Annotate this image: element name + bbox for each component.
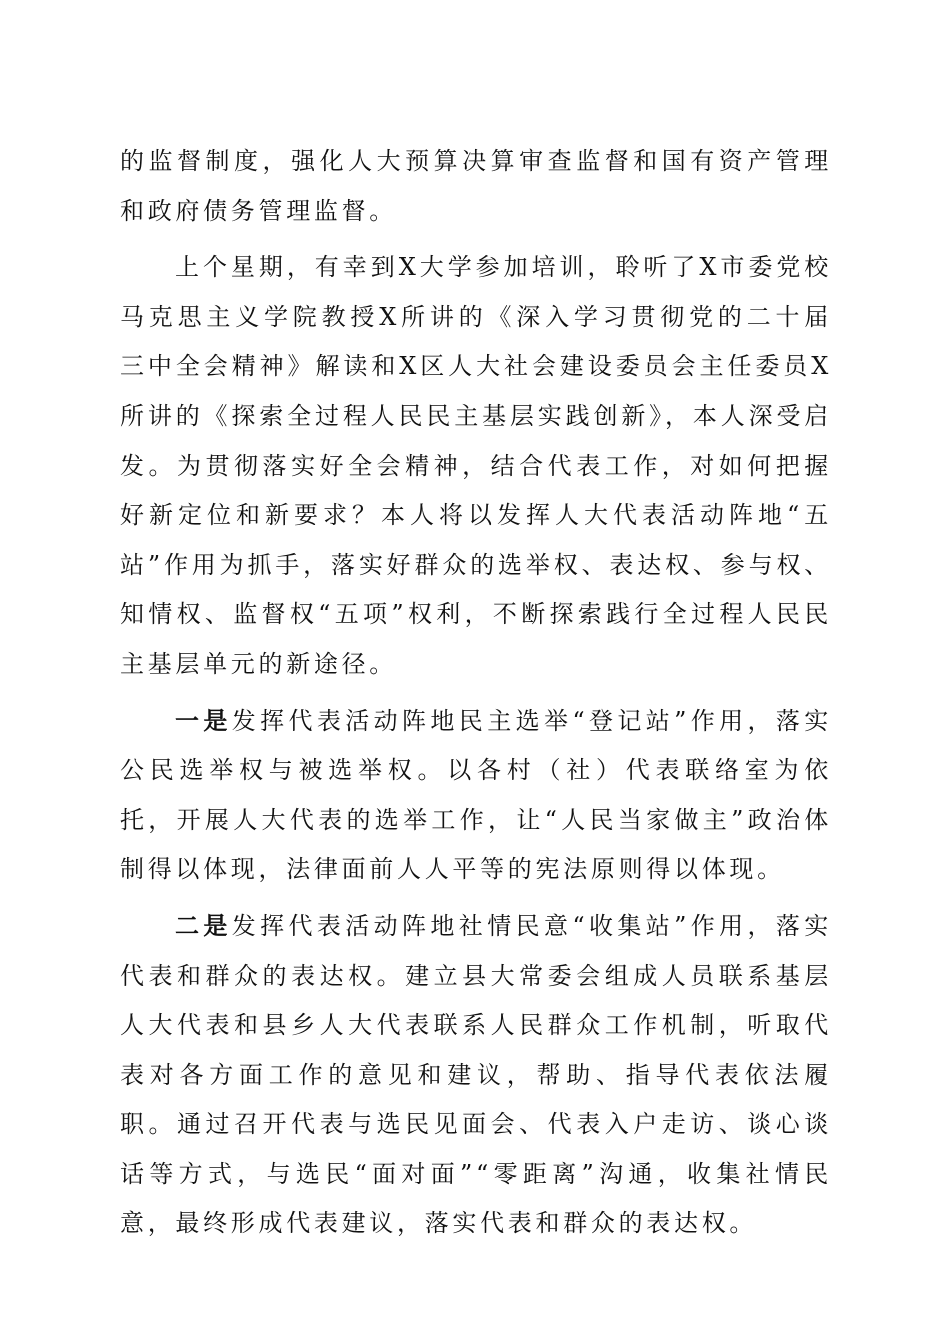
paragraph-point-one (120, 696, 832, 895)
paragraph-text: 发挥代表活动阵地民主选举“登记站”作用，落实公民选举权与被选举权。以各村（社）代表联络室为依托，开展人大代表的选举工作，让“人民当家做主”政治体制得以体现，法律面前人人平等的宪法原则得以体现。 (120, 706, 832, 884)
paragraph-point-two (120, 901, 832, 1249)
paragraph-lead: 一是 (175, 705, 232, 735)
paragraph-text: 发挥代表活动阵地社情民意“收集站”作用，落实代表和群众的表达权。建立县大常委会组成人员联系基层人大代表和县乡人大代表联系人民群众工作机制，听取代表对各方面工作的意见和建议，帮助、指导代表依法履职。通过召开代表与选民见面会、代表入户走访、谈心谈话等方式，与选民“面对面”“零距离”沟通，收集社情民意，最终形成代表建议，落实代表和群众的表达权。 (120, 911, 832, 1238)
paragraph-training (120, 242, 832, 689)
paragraph-text: 上个星期，有幸到X大学参加培训，聆听了X市委党校马克思主义学院教授X所讲的《深入学习贯彻党的二十届三中全会精神》解读和X区人大社会建设委员会主任委员X所讲的《探索全过程人民民主基层实践创新》，本人深受启发。为贯彻落实好全会精神，结合代表工作，对如何把握好新定位和新要求？本人将以发挥人大代表活动阵地“五站”作用为抓手，落实好群众的选举权、表达权、参与权、知情权、监督权“五项”权利，不断探索践行全过程人民民主基层单元的新途径。 (120, 253, 832, 678)
paragraph-lead: 二是 (175, 910, 232, 940)
document-body (120, 136, 832, 1249)
paragraph-text: 的监督制度，强化人大预算决算审查监督和国有资产管理和政府债务管理监督。 (120, 147, 832, 225)
paragraph-continuation (120, 136, 832, 236)
